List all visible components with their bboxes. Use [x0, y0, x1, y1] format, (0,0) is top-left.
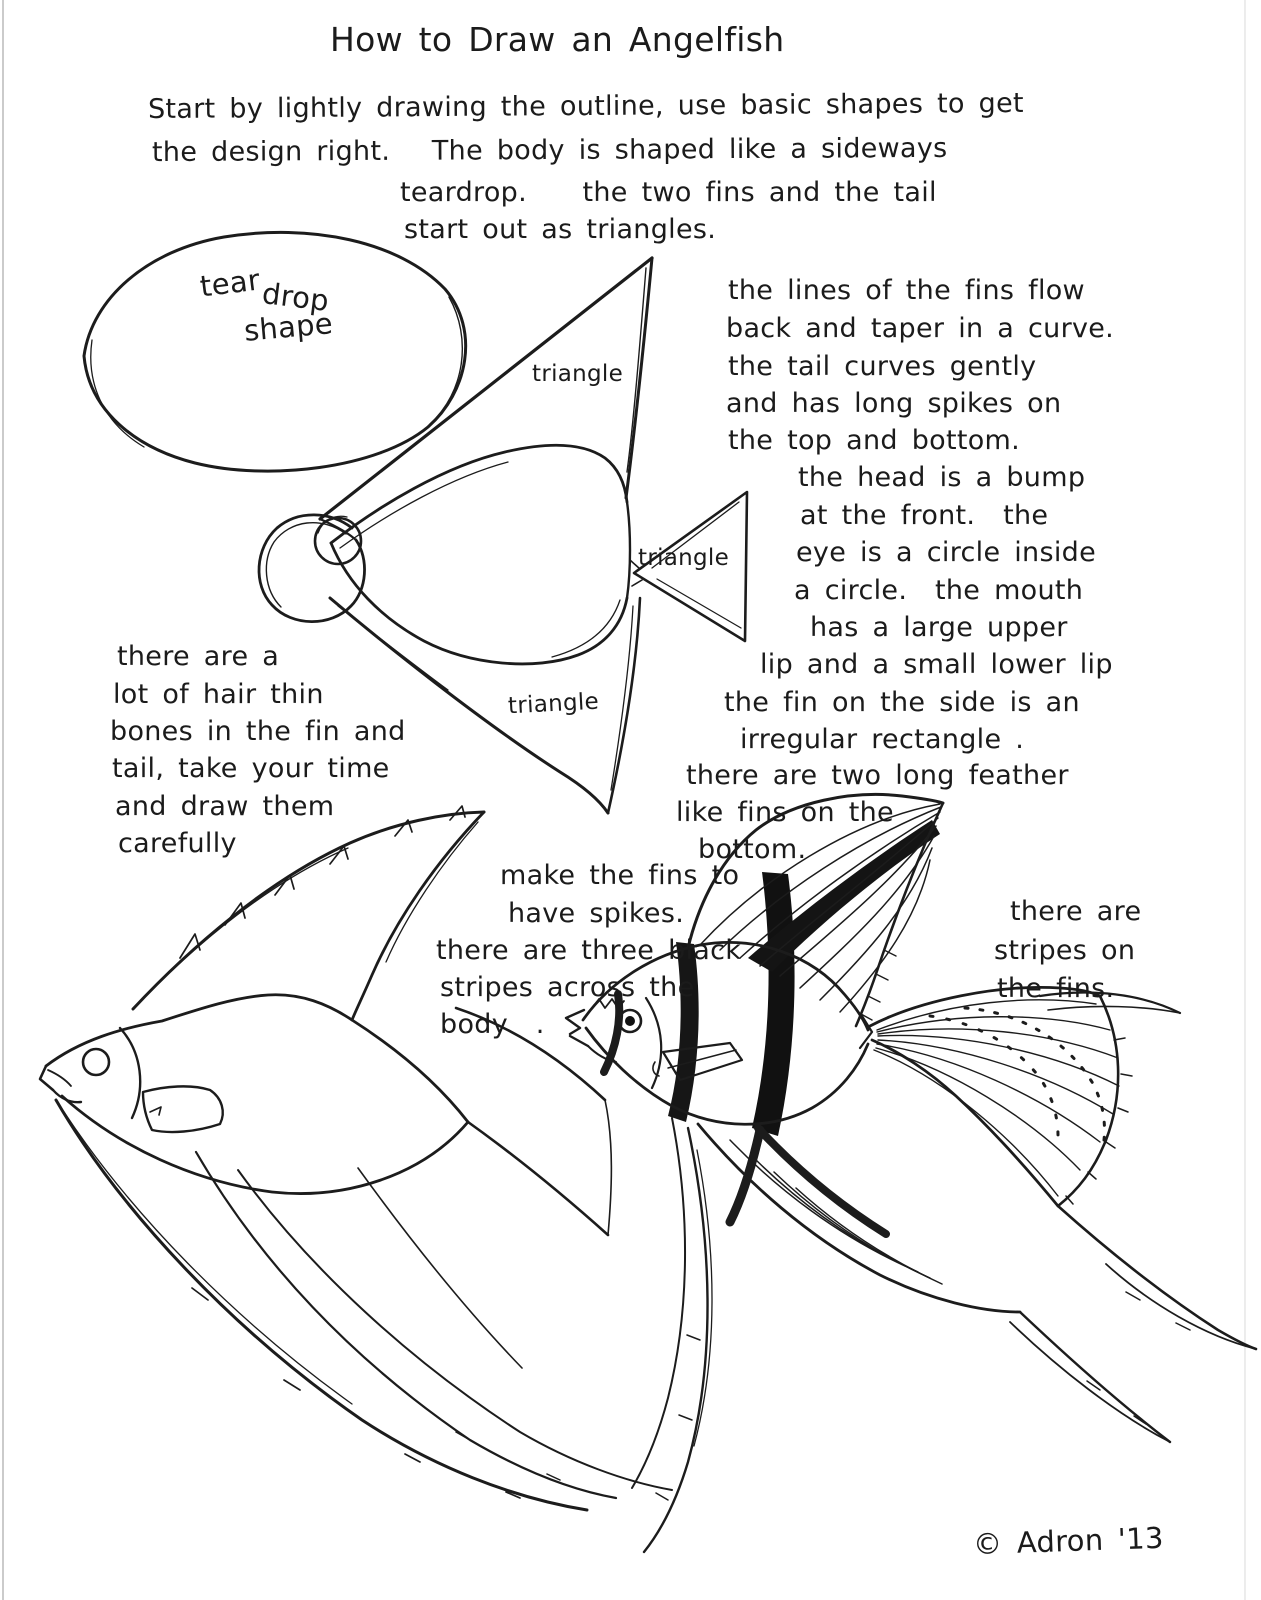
- intro-line-4: start out as triangles.: [404, 214, 717, 245]
- note-bones-line-1: there are a: [117, 641, 280, 672]
- teardrop-label-part-2: drop: [260, 276, 331, 318]
- note-head-line-4: a circle. the mouth: [794, 575, 1084, 606]
- intro-line-2: the design right. The body is shaped like a sideways: [151, 132, 948, 169]
- triangle-label-tail: triangle: [638, 545, 730, 571]
- note-spikes-line-1: make the fins to: [500, 860, 740, 891]
- note-bones-line-3: bones in the fin and: [110, 716, 406, 747]
- artist-signature: © Adron '13: [972, 1520, 1165, 1562]
- note-fin-stripes-line-3: the fins.: [997, 973, 1115, 1004]
- note-head-line-1: the head is a bump: [798, 462, 1086, 493]
- note-head-line-9: there are two long feather: [686, 760, 1069, 791]
- note-bones-line-4: tail, take your time: [112, 753, 390, 784]
- note-bones-line-6: carefully: [118, 828, 237, 859]
- note-fins-flow-line-1: the lines of the fins flow: [728, 275, 1085, 306]
- triangle-label-top-fin: triangle: [532, 361, 624, 387]
- note-spikes-line-4: stripes across the: [440, 972, 695, 1003]
- note-head-line-8: irregular rectangle .: [740, 724, 1025, 755]
- note-spikes-line-3: there are three black: [436, 935, 742, 966]
- note-head-line-2: at the front. the: [800, 500, 1049, 531]
- page-title: How to Draw an Angelfish: [330, 20, 785, 59]
- teardrop-label-part-1: tear: [198, 262, 262, 304]
- note-bones-line-2: lot of hair thin: [113, 679, 324, 710]
- note-head-line-3: eye is a circle inside: [796, 537, 1096, 568]
- note-fins-flow-line-2: back and taper in a curve.: [726, 313, 1115, 344]
- note-fin-stripes-line-2: stripes on: [994, 935, 1136, 966]
- note-head-line-11: bottom.: [698, 834, 807, 865]
- stripe-2: [668, 942, 699, 1122]
- note-fin-stripes-line-1: there are: [1010, 896, 1142, 927]
- stripe-3: [752, 872, 795, 1136]
- note-bones-line-5: and draw them: [115, 791, 335, 822]
- note-head-line-10: like fins on the: [676, 797, 894, 828]
- note-fins-flow-line-3: the tail curves gently: [728, 351, 1037, 382]
- note-head-line-5: has a large upper: [810, 612, 1068, 643]
- intro-line-1: Start by lightly drawing the outline, use basic shapes to get: [147, 87, 1024, 126]
- intro-line-3: teardrop. the two fins and the tail: [400, 177, 937, 208]
- teardrop-shape-drawing: [84, 232, 466, 471]
- teardrop-label-part-3: shape: [242, 306, 335, 348]
- note-fins-flow-line-5: the top and bottom.: [728, 425, 1021, 456]
- note-spikes-line-2: have spikes.: [508, 898, 685, 929]
- note-fins-flow-line-4: and has long spikes on: [726, 388, 1062, 419]
- note-head-line-6: lip and a small lower lip: [760, 649, 1113, 680]
- note-spikes-line-5: body .: [440, 1009, 545, 1040]
- note-head-line-7: the fin on the side is an: [724, 687, 1080, 718]
- triangle-label-bottom-fin: triangle: [507, 688, 600, 720]
